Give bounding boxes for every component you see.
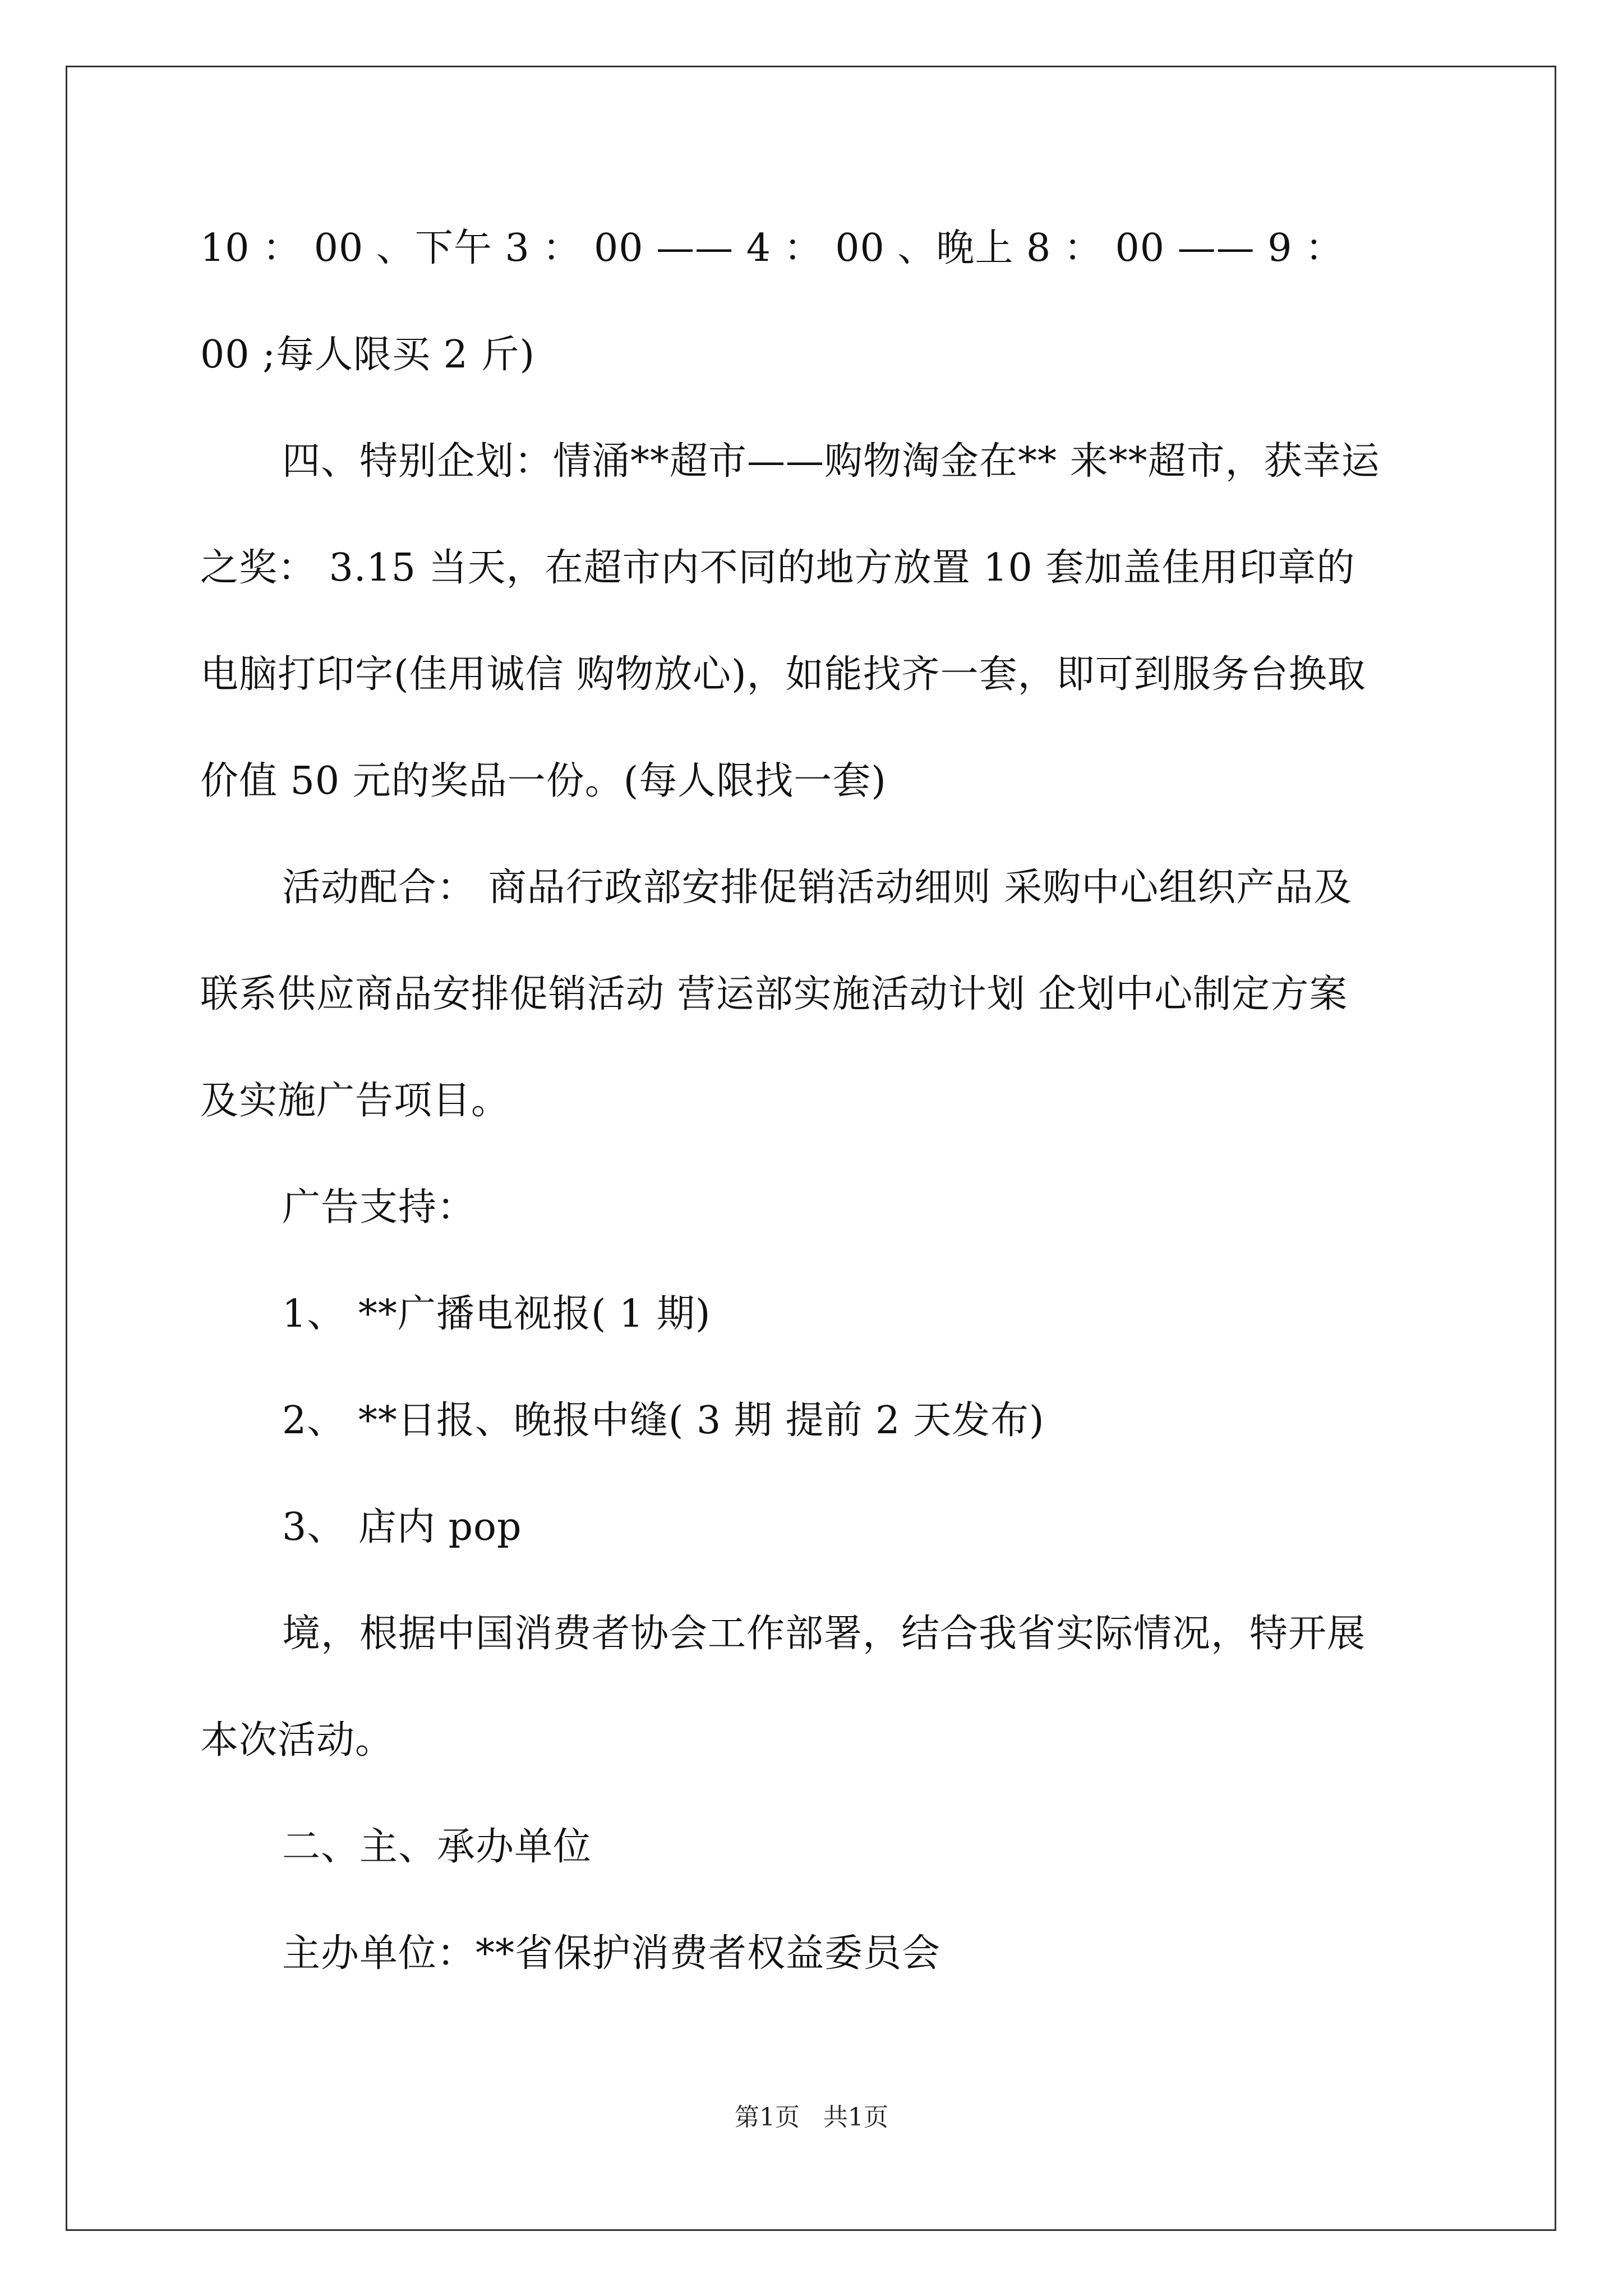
text-line: 00 ;每人限买 2 斤) bbox=[200, 333, 536, 377]
text-line: 主办单位：**省保护消费者权益委员会 bbox=[282, 1931, 941, 1976]
text-line: 本次活动。 bbox=[200, 1718, 394, 1763]
paragraph-start: 四、特别企划：情涌**超市——购物淘金在** 来**超市，获幸运 bbox=[282, 439, 1380, 484]
paragraph-start: 活动配合： 商品行政部安排促销活动细则 采购中心组织产品及 bbox=[282, 866, 1353, 910]
page-number-footer: 第1页 共1页 bbox=[735, 2103, 888, 2132]
paragraph-start: 境，根据中国消费者协会工作部署，结合我省实际情况，特开展 bbox=[282, 1612, 1366, 1656]
text-line: 及实施广告项目。 bbox=[200, 1079, 510, 1123]
document-body bbox=[200, 222, 1434, 2033]
text-line: 价值 50 元的奖品一份。(每人限找一套) bbox=[200, 759, 887, 803]
list-item: 1、 **广播电视报( 1 期) bbox=[282, 1292, 711, 1336]
text-line: 之奖： 3.15 当天，在超市内不同的地方放置 10 套加盖佳用印章的 bbox=[200, 546, 1355, 590]
section-heading: 广告支持： bbox=[282, 1185, 476, 1230]
text-line: 联系供应商品安排促销活动 营运部实施活动计划 企划中心制定方案 bbox=[200, 972, 1348, 1016]
list-item: 3、 店内 pop bbox=[282, 1505, 522, 1549]
section-heading: 二、主、承办单位 bbox=[282, 1825, 592, 1869]
list-item: 2、 **日报、晚报中缝( 3 期 提前 2 天发布) bbox=[282, 1398, 1045, 1443]
text-line: 电脑打印字(佳用诚信 购物放心)，如能找齐一套，即可到服务台换取 bbox=[200, 652, 1366, 697]
text-line: 10 ： 00 、下午 3 ： 00 —— 4 ： 00 、晚上 8 ： 00 —— 9 ： bbox=[200, 226, 1344, 270]
